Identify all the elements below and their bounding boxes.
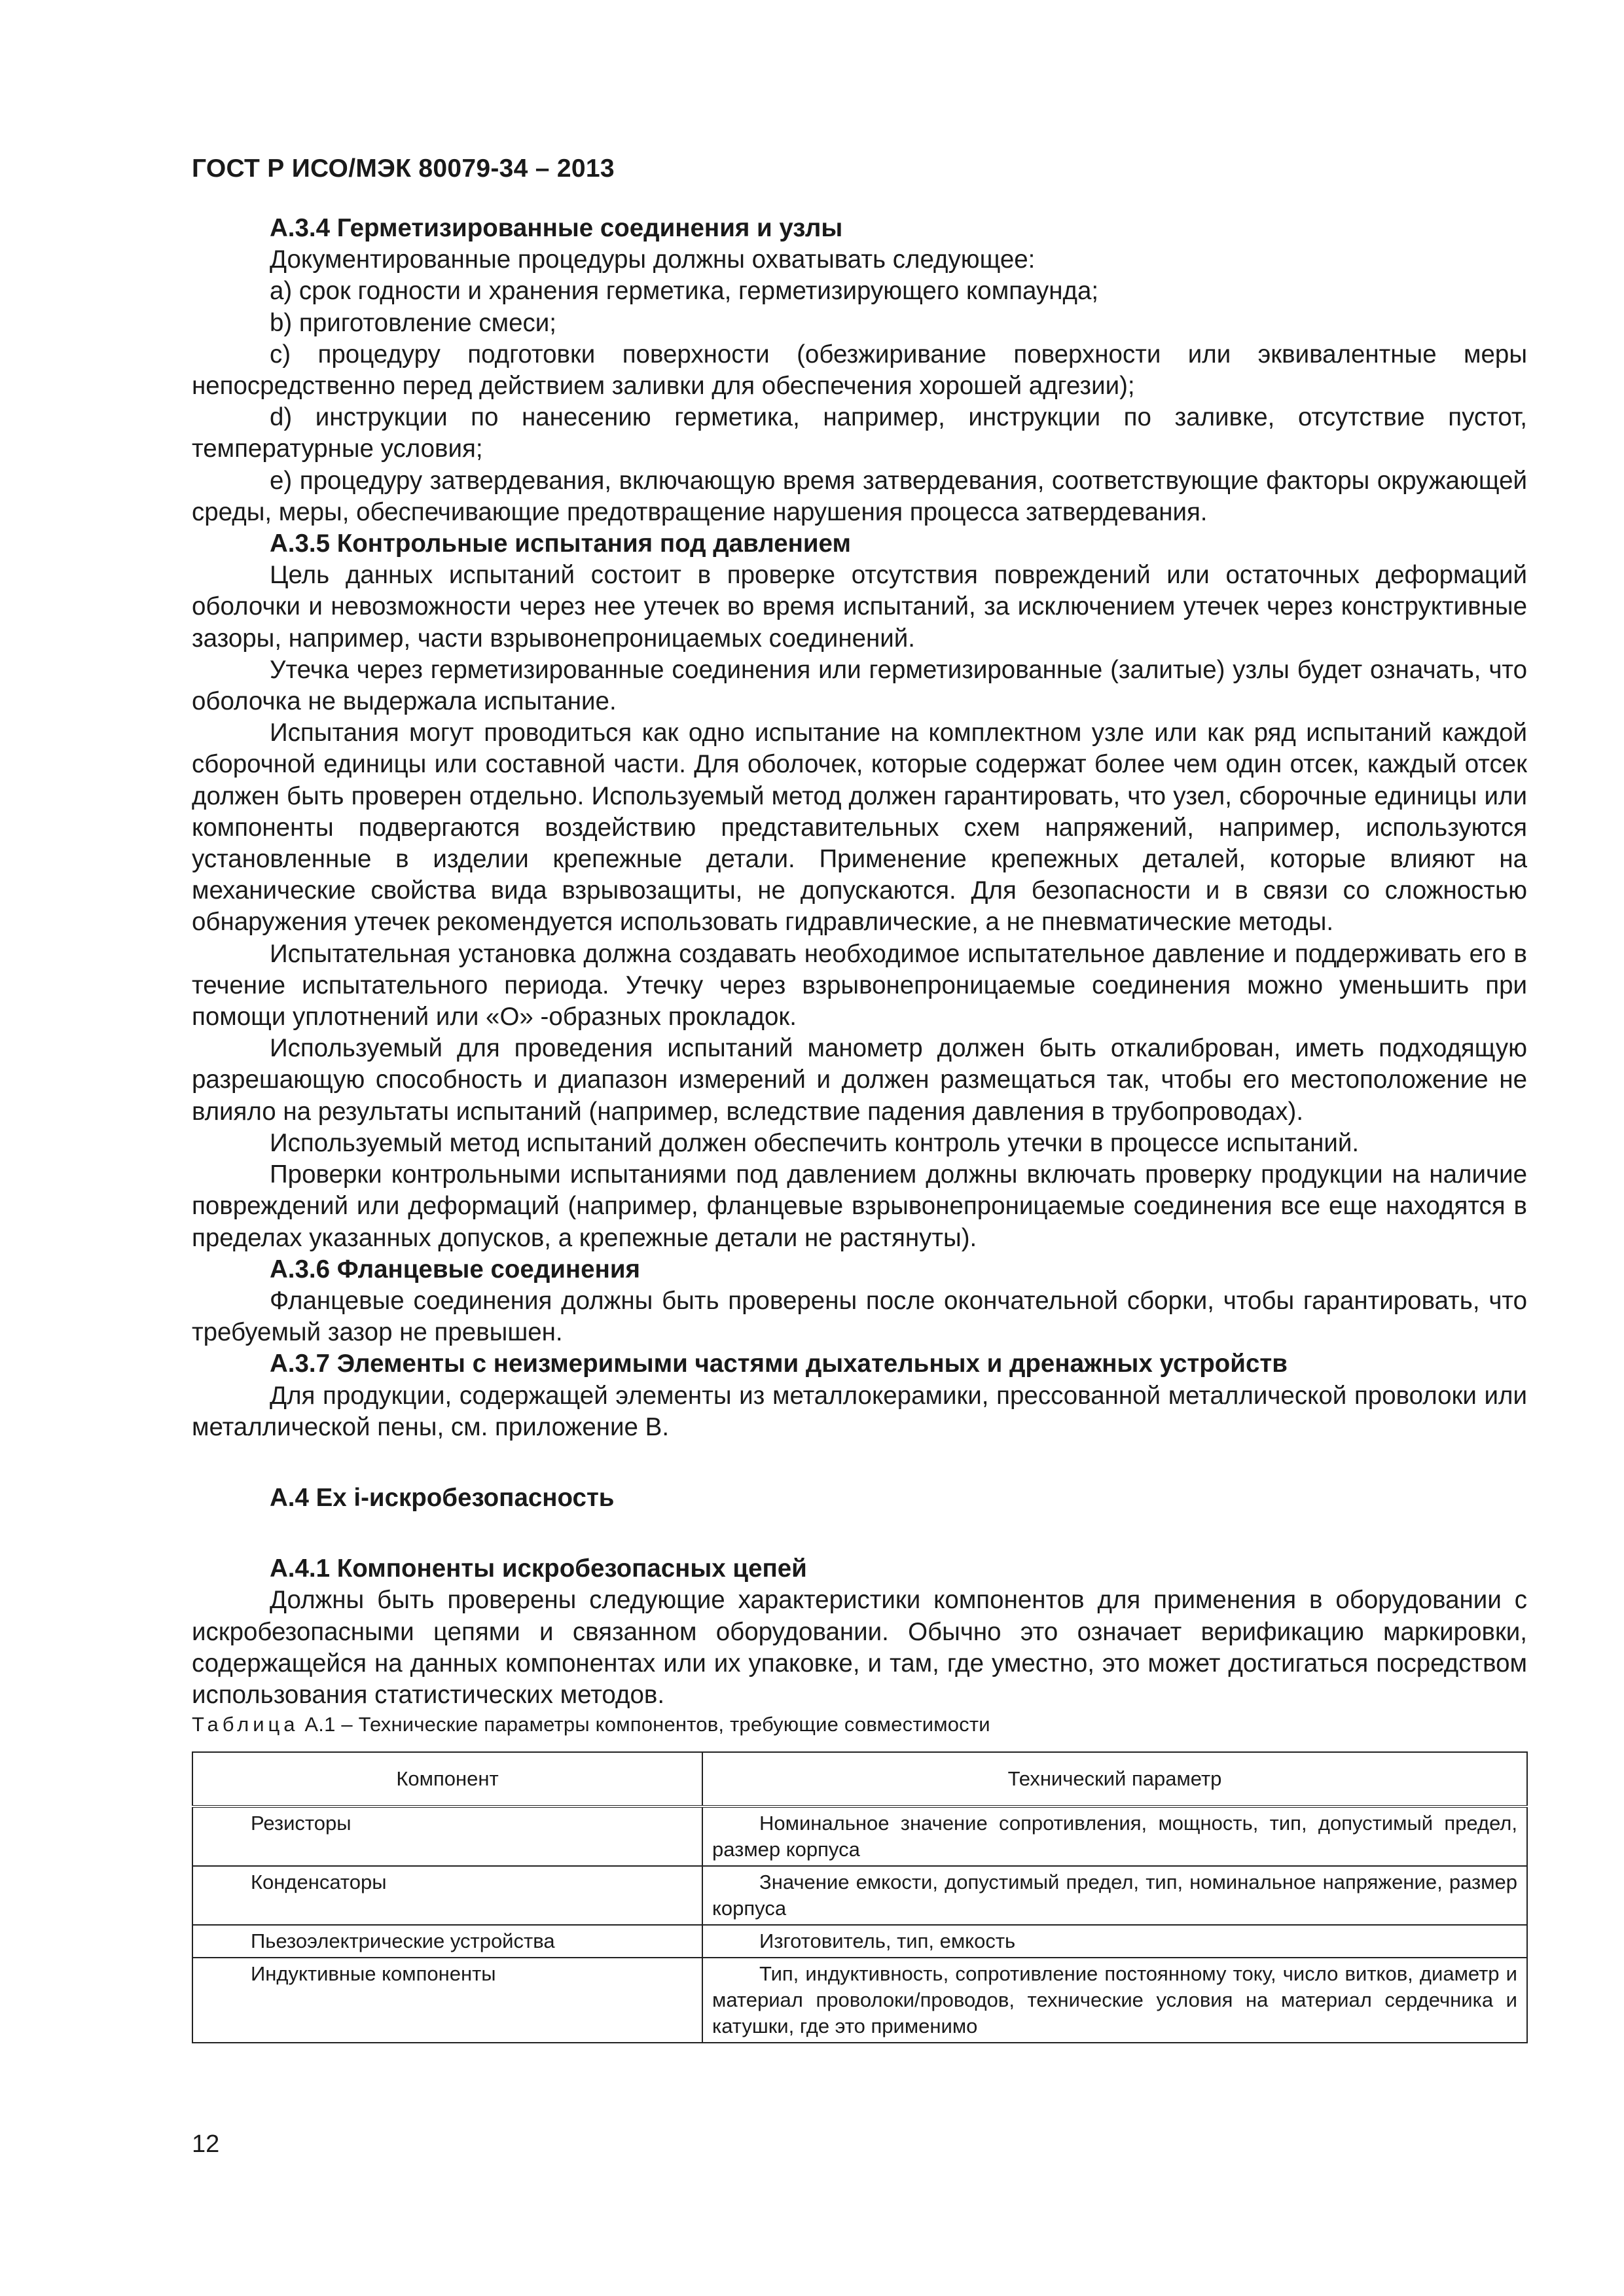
table-cell-parameter: Значение емкости, допустимый предел, тип, номинальное напряжение, размер корпуса xyxy=(702,1866,1527,1925)
column-header: Компонент xyxy=(192,1752,702,1806)
table-cell-component: Резисторы xyxy=(192,1806,702,1866)
document-header: ГОСТ Р ИСО/МЭК 80079-34 – 2013 xyxy=(192,154,615,183)
section-heading: А.3.5 Контрольные испытания под давлением xyxy=(270,529,851,558)
table-caption-label: Таблица xyxy=(192,1713,299,1736)
table-caption xyxy=(192,1711,1527,1738)
column-header: Технический параметр xyxy=(702,1752,1527,1806)
table-row xyxy=(192,1925,1527,1958)
table-cell-parameter: Изготовитель, тип, емкость xyxy=(702,1925,1527,1958)
document-body xyxy=(192,213,1527,2043)
table-row xyxy=(192,1866,1527,1925)
section-heading: А.4 Ex i-искробезопасность xyxy=(270,1483,615,1512)
paragraph: Утечка через герметизированные соединения или герметизированные (залитые) узлы будет означать, что оболочка не выдержала испытание. xyxy=(192,655,1527,716)
section-heading: А.3.6 Фланцевые соединения xyxy=(270,1255,640,1283)
section-heading: А.4.1 Компоненты искробезопасных цепей xyxy=(270,1554,807,1583)
paragraph: Документированные процедуры должны охватывать следующее: xyxy=(270,245,1036,274)
paragraph: Должны быть проверены следующие характеристики компонентов для применения в оборудовании с искробезопасными цепями и связанном оборудовании. Обычно это означает верификацию маркировки, содержащейся на данных компонентах или их упаковке, и там, где уместно, это может достигаться посредством использования статистических методов. xyxy=(192,1586,1527,1709)
list-item: а) срок годности и хранения герметика, герметизирующего компаунда; xyxy=(270,277,1099,306)
table-cell-parameter: Тип, индуктивность, сопротивление постоянному току, число витков, диаметр и материал проволоки/проводов, технические условия на материал сердечника и катушки, где это применимо xyxy=(702,1958,1527,2043)
table-row xyxy=(192,1958,1527,2043)
paragraph: Используемый метод испытаний должен обеспечить контроль утечки в процессе испытаний. xyxy=(270,1128,1360,1157)
page-number: 12 xyxy=(192,2130,220,2158)
table-cell-component: Индуктивные компоненты xyxy=(192,1958,702,2043)
paragraph: Используемый для проведения испытаний манометр должен быть откалиброван, иметь подходящую разрешающую способность и диапазон измерений и должен размещаться так, чтобы его местоположение не влияло на результаты испытаний (например, вследствие падения давления в трубопроводах). xyxy=(192,1034,1527,1126)
paragraph: Фланцевые соединения должны быть проверены после окончательной сборки, чтобы гарантировать, что требуемый зазор не превышен. xyxy=(192,1286,1527,1347)
list-item: е) процедуру затвердевания, включающую время затвердевания, соответствующие факторы окружающей среды, меры, обеспечивающие предотвращение нарушения процесса затвердевания. xyxy=(192,466,1527,526)
section-heading: А.3.4 Герметизированные соединения и узлы xyxy=(270,214,843,242)
paragraph: Испытания могут проводиться как одно испытание на комплектном узле или как ряд испытаний каждой сборочной единицы или составной части. Для оболочек, которые содержат более чем один отсек, каждый отсек должен быть проверен отдельно. Используемый метод должен гарантировать, что узел, сборочные единицы или компоненты подвергаются воздействию представительных схем напряжений, например, используются установленные в изделии крепежные детали. Применение крепежных деталей, которые влияют на механические свойства вида взрывозащиты, не допускаются. Для безопасности и в связи со сложностью обнаружения утечек рекомендуется использовать гидравлические, а не пневматические методы. xyxy=(192,719,1527,937)
paragraph: Цель данных испытаний состоит в проверке отсутствия повреждений или остаточных деформаций оболочки и невозможности через нее утечек во время испытаний, за исключением утечек через конструктивные зазоры, например, части взрывонепроницаемых соединений. xyxy=(192,561,1527,653)
table-row xyxy=(192,1806,1527,1866)
table-cell-component: Конденсаторы xyxy=(192,1866,702,1925)
paragraph: Проверки контрольными испытаниями под давлением должны включать проверку продукции на наличие повреждений или деформаций (например, фланцевые взрывонепроницаемые соединения все еще находятся в пределах указанных допусков, а крепежные детали не растянуты). xyxy=(192,1160,1527,1252)
list-item: b) приготовление смеси; xyxy=(270,308,556,337)
table-header-row xyxy=(192,1752,1527,1806)
table-cell-parameter: Номинальное значение сопротивления, мощность, тип, допустимый предел, размер корпуса xyxy=(702,1806,1527,1866)
table-caption-text: А.1 – Технические параметры компонентов, требующие совместимости xyxy=(304,1713,990,1736)
list-item: с) процедуру подготовки поверхности (обезжиривание поверхности или эквивалентные меры непосредственно перед действием заливки для обеспечения хорошей адгезии); xyxy=(192,340,1527,401)
table-cell-component: Пьезоэлектрические устройства xyxy=(192,1925,702,1958)
list-item: d) инструкции по нанесению герметика, например, инструкции по заливке, отсутствие пустот, температурные условия; xyxy=(192,403,1527,463)
section-heading: А.3.7 Элементы с неизмеримыми частями дыхательных и дренажных устройств xyxy=(270,1350,1288,1378)
paragraph: Для продукции, содержащей элементы из металлокерамики, прессованной металлической проволоки или металлической пены, см. приложение В. xyxy=(192,1381,1527,1441)
paragraph: Испытательная установка должна создавать необходимое испытательное давление и поддерживать его в течение испытательного периода. Утечку через взрывонепроницаемые соединения можно уменьшить при помощи уплотнений или «О» -образных прокладок. xyxy=(192,939,1527,1031)
parameters-table xyxy=(192,1751,1528,2043)
